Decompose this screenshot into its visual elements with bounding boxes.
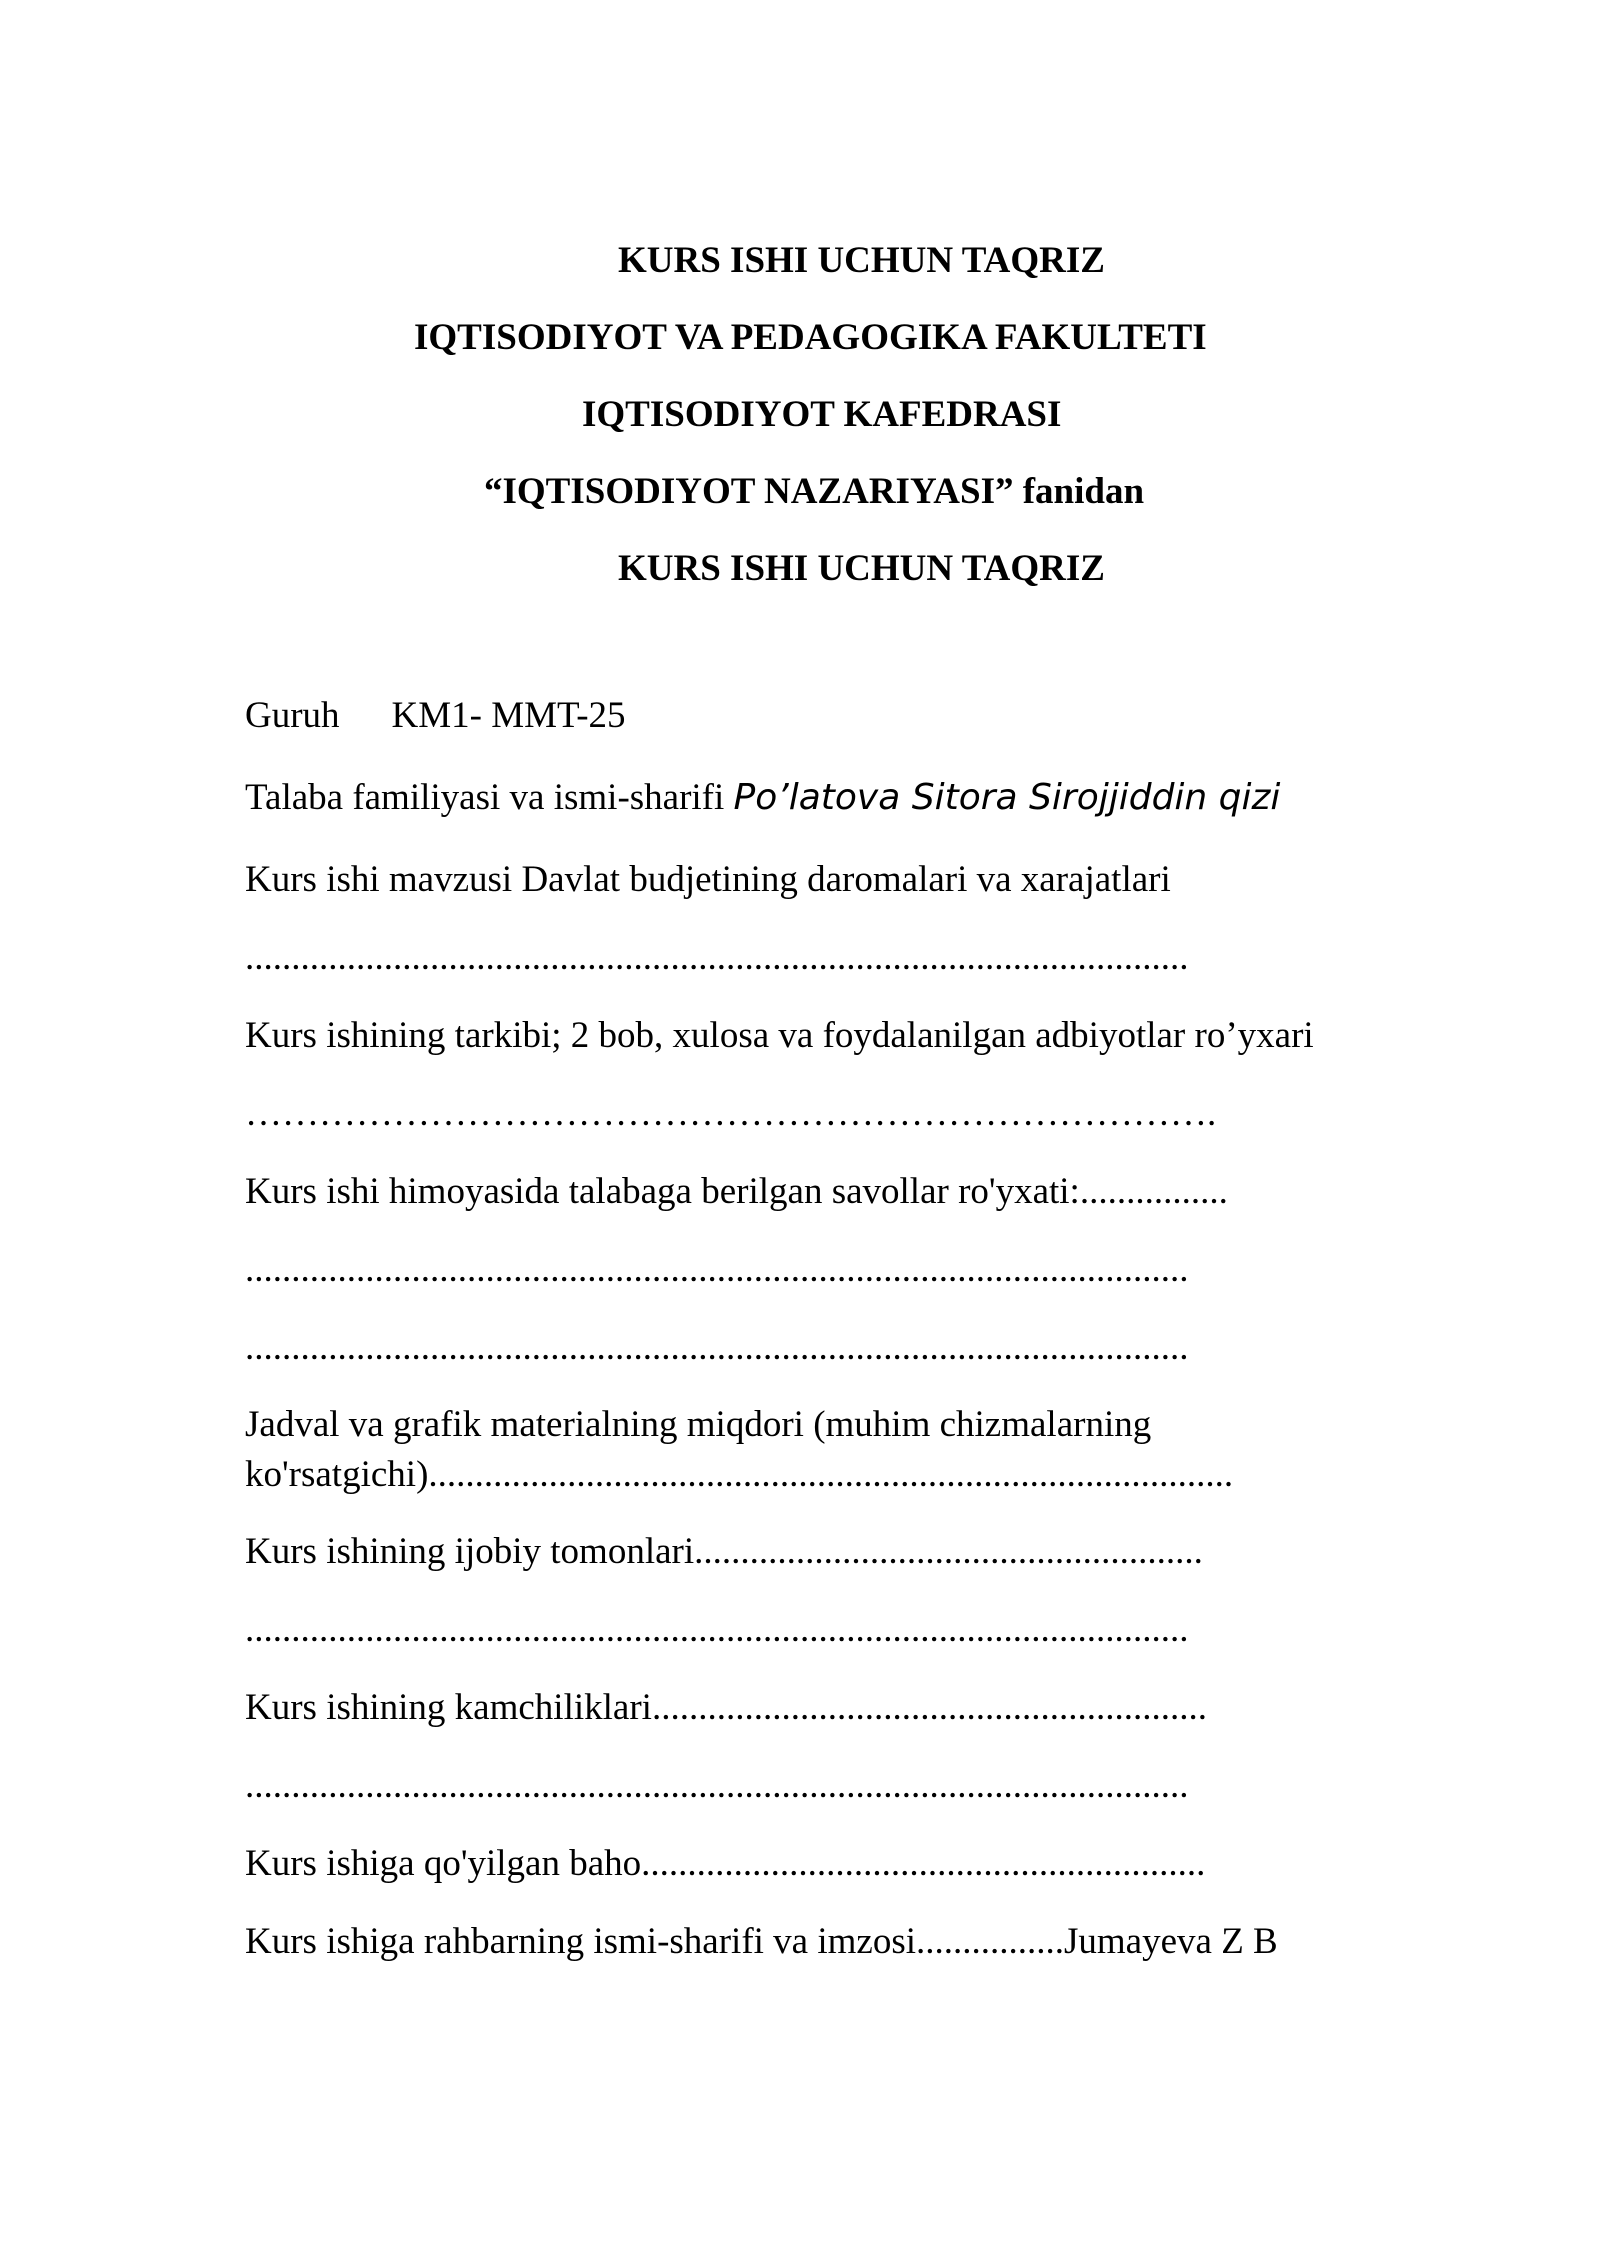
grade-line: Kurs ishiga qo'yilgan baho............................................................. bbox=[245, 1843, 1206, 1884]
heading-department: IQTISODIYOT KAFEDRASI bbox=[582, 394, 1062, 435]
student-label: Talaba familiyasi va ismi-sharifi bbox=[245, 777, 734, 818]
questions-blank-line-2: ...................................................................................................... bbox=[245, 1327, 1189, 1368]
shortcomings-blank-line: ...................................................................................................... bbox=[245, 1765, 1189, 1806]
heading-subject: “IQTISODIYOT NAZARIYASI” fanidan bbox=[484, 471, 1145, 512]
group-value: KM1- MMT-25 bbox=[391, 695, 626, 736]
positive-aspects-line: Kurs ishining ijobiy tomonlari....................................................... bbox=[245, 1531, 1203, 1572]
questions-line: Kurs ishi himoyasida talabaga berilgan savollar ro'yxati:................ bbox=[245, 1171, 1228, 1212]
title-block bbox=[0, 222, 1600, 607]
heading-review-title-repeat: KURS ISHI UCHUN TAQRIZ bbox=[618, 548, 1105, 589]
student-name: Po’latova Sitora Sirojjiddin qizi bbox=[733, 777, 1281, 818]
topic-value: Davlat budjetining daromalari va xarajatlari bbox=[521, 859, 1171, 900]
topic-line bbox=[245, 858, 1395, 902]
tables-graphics-line: Jadval va grafik materialning miqdori (muhim chizmalarning ko'rsatgichi)....................................................................................... bbox=[245, 1404, 1234, 1495]
questions-blank-line-1: ...................................................................................................... bbox=[245, 1249, 1189, 1290]
structure-blank-line: ……………………………………………………………………. bbox=[245, 1093, 1217, 1134]
supervisor-signature-line: Kurs ishiga rahbarning ismi-sharifi va imzosi................Jumayeva Z B bbox=[245, 1921, 1278, 1962]
group-label: Guruh bbox=[245, 695, 340, 736]
topic-blank-line: ...................................................................................................... bbox=[245, 937, 1189, 978]
heading-faculty: IQTISODIYOT VA PEDAGOGIKA FAKULTETI bbox=[414, 317, 1207, 358]
structure-line: Kurs ishining tarkibi; 2 bob, xulosa va foydalanilgan adbiyotlar ro’yxari bbox=[245, 1015, 1314, 1056]
positive-aspects-blank-line: ...................................................................................................... bbox=[245, 1609, 1189, 1650]
student-line bbox=[245, 776, 1395, 820]
topic-label: Kurs ishi mavzusi bbox=[245, 859, 522, 900]
group-line bbox=[245, 694, 1395, 738]
heading-review-title: KURS ISHI UCHUN TAQRIZ bbox=[618, 240, 1105, 281]
shortcomings-line: Kurs ishining kamchiliklari............................................................ bbox=[245, 1687, 1207, 1728]
